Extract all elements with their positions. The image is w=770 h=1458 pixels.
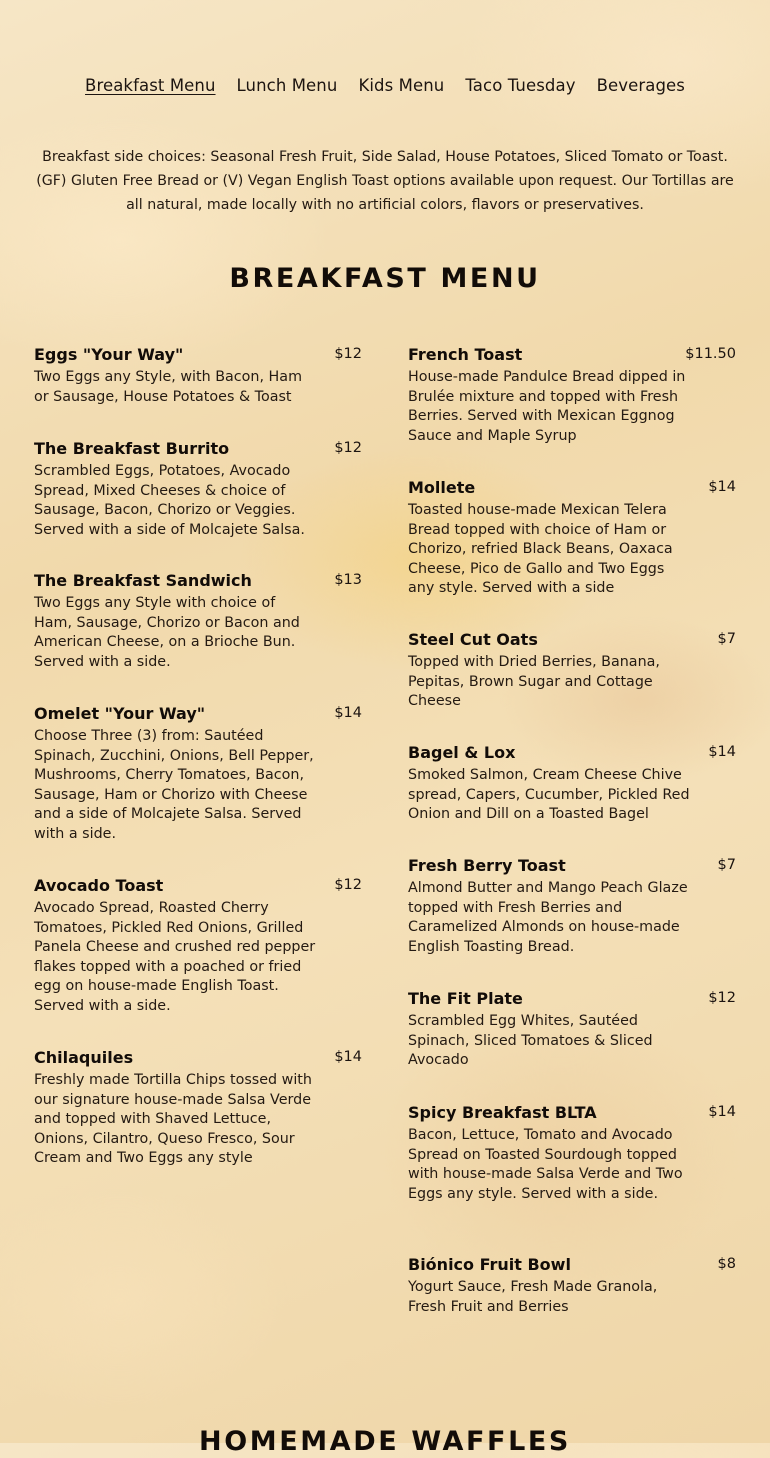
menu-item-description: Two Eggs any Style with choice of Ham, Sausage, Chorizo or Bacon and American Cheese, on a Brioche Bun. Served with a side.: [34, 595, 300, 670]
nav-taco-tuesday[interactable]: Taco Tuesday: [465, 76, 576, 95]
menu-item-price: $12: [334, 440, 362, 456]
menu-item-name: Avocado Toast: [34, 876, 164, 895]
menu-item-name: Steel Cut Oats: [408, 630, 538, 649]
menu-item-name: Chilaquiles: [34, 1048, 134, 1067]
menu-item-name: Biónico Fruit Bowl: [408, 1255, 571, 1274]
menu-item-description: House-made Pandulce Bread dipped in Brulée mixture and topped with Fresh Berries. Served with Mexican Eggnog Sauce and Maple Syrup: [408, 369, 686, 444]
menu-item-name: The Breakfast Sandwich: [34, 571, 252, 590]
menu-item-name: The Breakfast Burrito: [34, 439, 230, 458]
menu-item: [408, 742, 736, 825]
menu-item-description: Freshly made Tortilla Chips tossed with our signature house-made Salsa Verde and topped with Shaved Lettuce, Onions, Cilantro, Queso Fresco, Sour Cream and Two Eggs any style: [34, 1072, 312, 1166]
menu-item: [408, 988, 736, 1071]
menu-item: [408, 855, 736, 957]
menu-item: [34, 438, 362, 540]
menu-item: [34, 344, 362, 407]
menu-item-price: $7: [717, 857, 736, 873]
menu-item-price: $14: [334, 705, 362, 721]
menu-item-description: Scrambled Eggs, Potatoes, Avocado Spread, Mixed Cheeses & choice of Sausage, Bacon, Chorizo or Veggies. Served with a side of Molcajete Salsa.: [34, 463, 305, 538]
menu-item: [34, 1047, 362, 1169]
menu-item: [408, 629, 736, 712]
menu-item-description: Choose Three (3) from: Sautéed Spinach, Zucchini, Onions, Bell Pepper, Mushrooms, Cherry Tomatoes, Bacon, Sausage, Ham or Chorizo with Cheese and a side of Molcajete Salsa. Served with a side.: [34, 728, 314, 842]
menu-item-name: Spicy Breakfast BLTA: [408, 1103, 597, 1122]
menu-item-name: Omelet "Your Way": [34, 704, 206, 723]
menu-item-description: Scrambled Egg Whites, Sautéed Spinach, Sliced Tomatoes & Sliced Avocado: [408, 1013, 653, 1068]
menu-item-name: French Toast: [408, 345, 523, 364]
menu-item-description: Toasted house-made Mexican Telera Bread topped with choice of Ham or Chorizo, refried Black Beans, Oaxaca Cheese, Pico de Gallo and Two Eggs any style. Served with a side: [408, 502, 673, 596]
menu-item-name: Mollete: [408, 478, 476, 497]
menu-item-price: $12: [334, 877, 362, 893]
menu-item-name: Fresh Berry Toast: [408, 856, 566, 875]
menu-item: [408, 1102, 736, 1204]
nav-kids-menu[interactable]: Kids Menu: [358, 76, 445, 95]
menu-item-description: Smoked Salmon, Cream Cheese Chive spread, Capers, Cucumber, Pickled Red Onion and Dill on a Toasted Bagel: [408, 767, 690, 822]
menu-item: [408, 344, 736, 446]
next-section-title: HOMEMADE WAFFLES: [199, 1426, 571, 1457]
section-title: BREAKFAST MENU: [229, 263, 541, 294]
menu-item-price: $12: [708, 990, 736, 1006]
menu-item-price: $8: [717, 1256, 736, 1272]
breakfast-side-choices-note: Breakfast side choices: Seasonal Fresh Fruit, Side Salad, House Potatoes, Sliced Tomato or Toast. (GF) Gluten Free Bread or (V) Vegan English Toast options available upon request. Our Tortillas are all natural, made locally with no artificial colors, flavors or preservatives.: [36, 149, 734, 213]
menu-item-description: Avocado Spread, Roasted Cherry Tomatoes, Pickled Red Onions, Grilled Panela Cheese and crushed red pepper flakes topped with a poached or fried egg on house-made English Toast. Served with a side.: [34, 900, 316, 1014]
menu-item-price: $14: [708, 479, 736, 495]
nav-breakfast-menu[interactable]: Breakfast Menu: [85, 76, 216, 95]
menu-item-price: $12: [334, 346, 362, 362]
menu-item-description: Bacon, Lettuce, Tomato and Avocado Spread on Toasted Sourdough topped with house-made Salsa Verde and Two Eggs any style. Served with a side.: [408, 1127, 683, 1202]
nav-lunch-menu[interactable]: Lunch Menu: [236, 76, 338, 95]
menu-item-name: The Fit Plate: [408, 989, 523, 1008]
menu-item: [34, 875, 362, 1016]
nav-beverages[interactable]: Beverages: [596, 76, 685, 95]
menu-item-name: Eggs "Your Way": [34, 345, 184, 364]
menu-item: [408, 477, 736, 599]
menu-item-price: $14: [708, 1104, 736, 1120]
menu-item: [34, 570, 362, 672]
menu-item-price: $7: [717, 631, 736, 647]
menu-item-name: Bagel & Lox: [408, 743, 516, 762]
menu-item-description: Two Eggs any Style, with Bacon, Ham or Sausage, House Potatoes & Toast: [34, 369, 302, 405]
menu-item-description: Almond Butter and Mango Peach Glaze topped with Fresh Berries and Caramelized Almonds on house-made English Toasting Bread.: [408, 880, 688, 955]
menu-item-price: $14: [708, 744, 736, 760]
menu-item-price: $13: [334, 572, 362, 588]
menu-item: [34, 703, 362, 844]
menu-nav: [0, 76, 770, 95]
menu-item-description: Yogurt Sauce, Fresh Made Granola, Fresh Fruit and Berries: [408, 1279, 658, 1315]
menu-item-price: $11.50: [685, 346, 736, 362]
menu-item: [408, 1254, 736, 1317]
menu-item-description: Topped with Dried Berries, Banana, Pepitas, Brown Sugar and Cottage Cheese: [408, 654, 660, 709]
menu-item-price: $14: [334, 1049, 362, 1065]
